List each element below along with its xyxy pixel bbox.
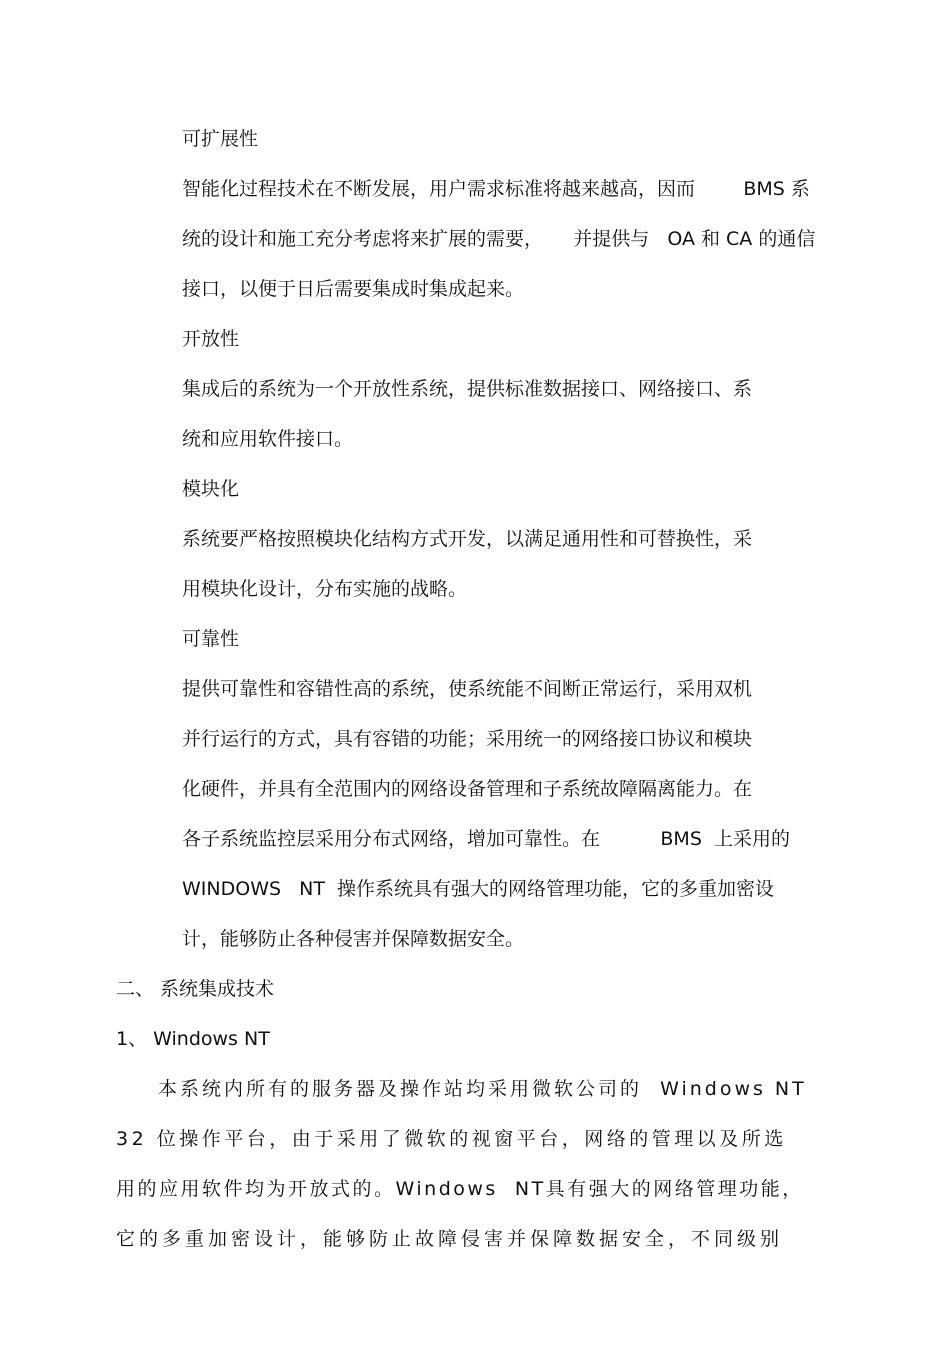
paragraph-line: 用模块化设计，分布实施的战略。 xyxy=(182,578,468,600)
paragraph-line: 集成后的系统为一个开放性系统，提供标准数据接口、网络接口、系 xyxy=(182,378,753,400)
heading-scalability: 可扩展性 xyxy=(182,128,259,150)
chapter-heading: 二、 系统集成技术 xyxy=(116,978,275,1000)
heading-modularity: 模块化 xyxy=(182,478,240,500)
paragraph-line: 系统要严格按照模块化结构方式开发，以满足通用性和可替换性，采 xyxy=(182,528,753,550)
heading-openness: 开放性 xyxy=(182,328,240,350)
paragraph-line: 各子系统监控层采用分布式网络，增加可靠性。在 BMS 上采用的 xyxy=(182,828,790,850)
paragraph-line: 计，能够防止各种侵害并保障数据安全。 xyxy=(182,928,525,950)
paragraph-line: 统的设计和施工充分考虑将来扩展的需要， 并提供与 OA 和 CA 的通信 xyxy=(182,228,816,250)
body-line-first: 本系统内所有的服务器及操作站均采用微软公司的 Windows NT xyxy=(158,1078,807,1100)
paragraph-line: 统和应用软件接口。 xyxy=(182,428,354,450)
paragraph-line: 并行运行的方式，具有容错的功能；采用统一的网络接口协议和模块 xyxy=(182,728,753,750)
body-line: 32 位操作平台，由于采用了微软的视窗平台，网络的管理以及所选 xyxy=(116,1128,787,1150)
paragraph-line: 提供可靠性和容错性高的系统，使系统能不间断正常运行，采用双机 xyxy=(182,678,753,700)
section-heading: 1、 Windows NT xyxy=(116,1028,270,1050)
paragraph-line: 接口，以便于日后需要集成时集成起来。 xyxy=(182,278,525,300)
paragraph-line: 化硬件，并具有全范围内的网络设备管理和子系统故障隔离能力。在 xyxy=(182,778,753,800)
paragraph-line: WINDOWS NT 操作系统具有强大的网络管理功能，它的多重加密设 xyxy=(182,878,775,900)
heading-reliability: 可靠性 xyxy=(182,628,240,650)
body-line: 用的应用软件均为开放式的。Windows NT具有强大的网络管理功能， xyxy=(116,1178,804,1200)
paragraph-line: 智能化过程技术在不断发展，用户需求标准将越来越高，因而 BMS 系 xyxy=(182,178,810,200)
body-line: 它的多重加密设计，能够防止故障侵害并保障数据安全，不同级别 xyxy=(116,1228,784,1250)
